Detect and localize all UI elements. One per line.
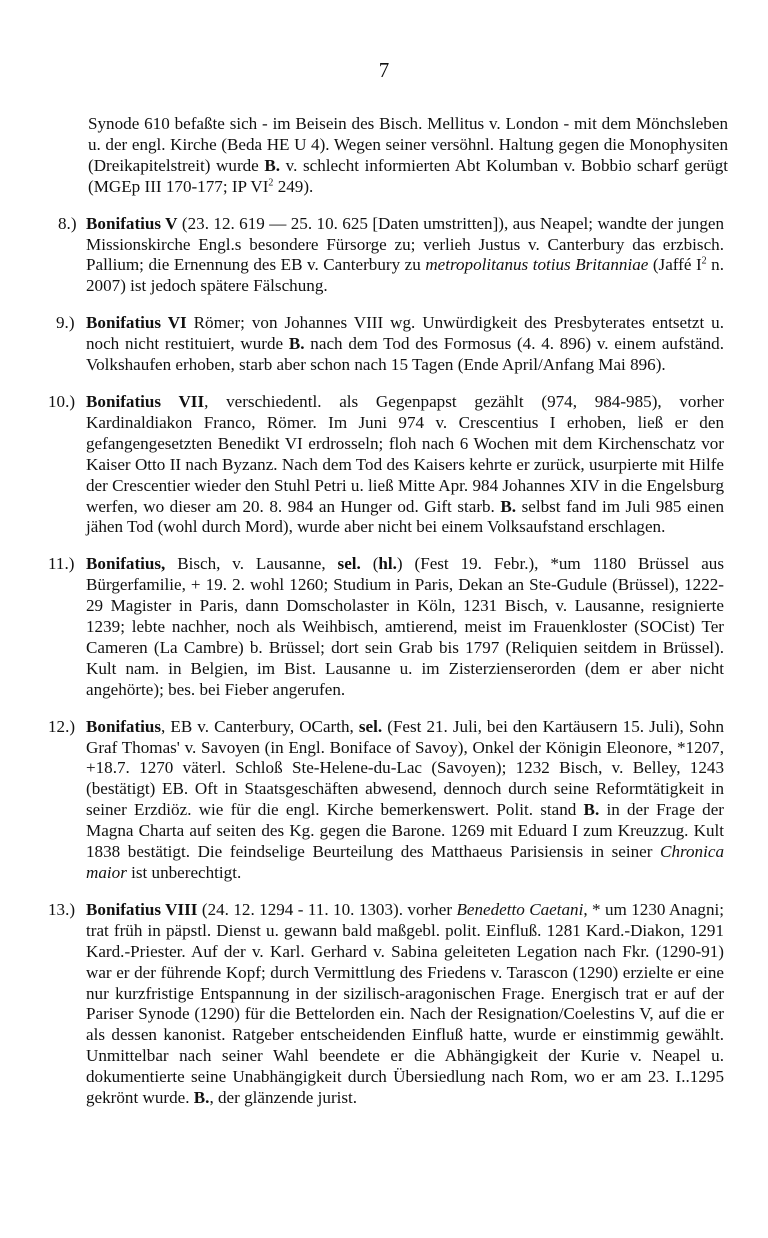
entry-number: 8.)	[58, 213, 77, 233]
entry-12	[0, 717, 768, 884]
entry-number: 10.)	[48, 391, 76, 411]
entry-10	[0, 392, 768, 538]
entry-text: Bonifatius, EB v. Canterbury, OCarth, sel. (Fest 21. Juli, bei den Kartäusern 15. Juli), Sohn Graf Thomas' v. Savoyen (in Engl. Boniface of Savoy), Onkel der Königin Eleonore, *1207, +18.7. 1270 väterl. Schloß Ste-Helene-du-Lac (Savoyen); 1232 Bisch, v. Belley, 1243 (bestätigt) EB. Oft in Staatsgeschäften abwesend, dennoch durch seine Reformtätigkeit in seiner Erzdiöz. wie für die engl. Kirche bemerkenswert. Polit. stand B. in der Frage der Magna Charta auf seiten des Kg. gegen die Barone. 1269 mit Eduard I zum Kreuzzug. Kult 1838 bestätigt. Die feindselige Beurteilung des Matthaeus Parisiensis in seiner Chronica maior ist unberechtigt.	[86, 716, 725, 882]
entry-13	[0, 900, 768, 1109]
entry-text: Bonifatius VII, verschiedentl. als Gegenpapst gezählt (974, 984-985), vorher Kardinaldiakon Franco, Römer. Im Juni 974 v. Crescentius I erhoben, ließ er den gefangengesetzten Benedikt VI erdrosseln; floh nach 6 Wochen mit dem Kirchenschatz vor Kaiser Otto II nach Byzanz. Nach dem Tod des Kaisers kehrte er zurück, usurpierte mit Hilfe der Crescentier wieder den Stuhl Petri u. ließ Mitte Apr. 984 Johannes XIV in die Engelsburg werfen, wo dieser am 20. 8. 984 an Hunger od. Gift starb. B. selbst fand im Juli 985 einen jähen Tod (wohl durch Mord), wurde aber nicht bei einem Volksaufstand erschlagen.	[86, 391, 724, 537]
page-number: 7	[378, 58, 390, 82]
entry-number: 13.)	[48, 899, 76, 919]
entry-11	[0, 554, 768, 700]
entry-continuation	[88, 114, 728, 198]
entry-text: Bonifatius VIII (24. 12. 1294 - 11. 10. 1303). vorher Benedetto Caetani, * um 1230 Anagni; trat früh in päpstl. Dienst u. gewann bald maßgebl. polit. Einfluß. 1281 Kard.-Diakon, 1291 Kard.-Priester. Auf der v. Karl. Gerhard v. Sabina geleiteten Legation nach Fkr. (1290-91) war er der führende Kopf; durch Vermittlung des Friedens v. Tarascon (1290) erzielte er eine nur kurzfristige Entspannung in der sizilisch-aragonischen Frage. Energisch trat er auf der Pariser Synode (1290) für die Bettelorden ein. Nach der Resignation/Coelestins V, auf die er als dessen kanonist. Ratgeber entscheidenden Einfluß hatte, wurde er einstimmig gewählt. Unmittelbar nach seiner Wahl beendete er die Abhängigkeit der Kurie v. Neapel u. dokumentierte seine Unabhängigkeit durch Übersiedlung nach Rom, wo er am 23. I..1295 gekrönt wurde. B., der glänzende jurist.	[86, 899, 724, 1108]
entry-list	[0, 114, 768, 1125]
entry-text: Bonifatius V (23. 12. 619 — 25. 10. 625 [Daten umstritten]), aus Neapel; wandte der jungen Missionskirche Engl.s besondere Fürsorge zu; verlieh Justus v. Canterbury das erzbisch. Pallium; die Ernennung des EB v. Canterbury zu metropolitanus totius Britanniae (Jaffé $I^2$ n. 2007) ist jedoch spätere Fälschung.	[86, 213, 725, 296]
entry-9	[0, 313, 768, 376]
entry-number: 12.)	[48, 716, 76, 736]
entry-text: Bonifatius, Bisch, v. Lausanne, sel. (hl.) (Fest 19. Febr.), *um 1180 Brüssel aus Bürgerfamilie, + 19. 2. wohl 1260; Studium in Paris, Dekan an Ste-Gudule (Brüssel), 1222-29 Magister in Paris, dann Domscholaster in Köln, 1231 Bisch, v. Lausanne, resignierte 1239; lebte nachher, noch als Weihbisch, amtierend, meist im Frauenkloster (SOCist) Ter Cameren (La Cambre) b. Brüssel; dort sein Grab bis 1797 (Reliquien seitdem in Brüssel). Kult nam. in Belgien, im Bist. Lausanne u. im Zisterzienserorden (dem er aber nicht angehörte); bes. bei Fieber angerufen.	[86, 554, 724, 699]
entry-8	[0, 214, 768, 298]
entry-text: Bonifatius VI Römer; von Johannes VIII wg. Unwürdigkeit des Presbyterates entsetzt u. noch nicht restituiert, wurde B. nach dem Tod des Formosus (4. 4. 896) v. einem aufständ. Volkshaufen erhoben, starb aber schon nach 15 Tagen (Ende April/Anfang Mai 896).	[86, 313, 724, 375]
entry-number: 11.)	[48, 554, 75, 574]
entry-text: Synode 610 befaßte sich - im Beisein des Bisch. Mellitus v. London - mit dem Mönchsleben u. der engl. Kirche (Beda HE U 4). Wegen seiner versöhnl. Haltung gegen die Monophysiten (Dreikapitelstreit) wurde B. v. schlecht informierten Abt Kolumban v. Bobbio scharf gerügt (MGEp III 170-177; IP $VI^2$ 249).	[88, 114, 729, 196]
entry-number: 9.)	[56, 313, 75, 333]
